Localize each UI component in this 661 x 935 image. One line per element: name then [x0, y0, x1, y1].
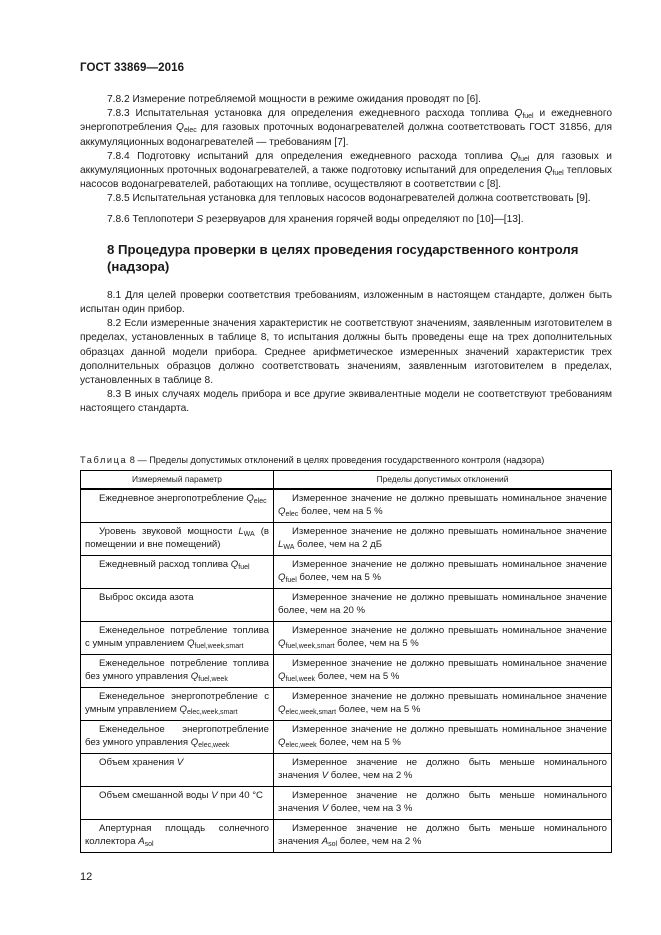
parameter-cell: Еженедельное энергопотребление без умного управления $Q_{elec,week}$ [81, 721, 274, 754]
limit-cell: Измеренное значение не должно превышать номинальное значение $Q_{elec,week}$ более, чем на 5 % [274, 721, 612, 754]
parameter-cell: Апертурная площадь солнечного коллектора $A_{sol}$ [81, 820, 274, 853]
paragraph-7-8-6: 7.8.6 Теплопотери S резервуаров для хранения горячей воды определяют по [10]—[13]. [107, 213, 524, 225]
table-row [81, 556, 612, 589]
column-header-parameter: Измеряемый параметр [81, 471, 274, 490]
section-8-title: 8 Процедура проверки в целях проведения государственного контроля (надзора) [107, 241, 579, 275]
table-row [81, 787, 612, 820]
column-header-limits: Пределы допустимых отклонений [274, 471, 612, 490]
limit-cell: Измеренное значение не должно превышать номинальное значение $Q_{fuel}$ более, чем на 5 % [274, 556, 612, 589]
parameter-cell: Выброс оксида азота [81, 589, 274, 622]
body-text [80, 93, 612, 417]
parameter-cell: Ежедневное энергопотребление $Q_{elec}$ [81, 489, 274, 523]
paragraph-7-8-3: 7.8.3 Испытательная установка для определения ежедневного расхода топлива $Q_{fuel}$ и ежедневного энергопотребления $Q_{elec}$ для газовых проточных водонагревателей должна соответствовать ГОСТ 31856, для аккумуляционных водонагревателей — требованиям [7]. [80, 108, 612, 148]
table-row [81, 820, 612, 853]
table-row [81, 489, 612, 523]
limit-cell: Измеренное значение не должно превышать номинальное значение более, чем на 20 % [274, 589, 612, 622]
paragraph-7-8-4: 7.8.4 Подготовку испытаний для определения ежедневного расхода топлива $Q_{fuel}$ для газовых и аккумуляционных проточных водонагревателей, а также подготовку испытаний для определения $Q_{fuel}$ тепловых насосов водонагревателей, работающих на топливе, осуществляют в соответствии с [8]. [80, 150, 612, 191]
limit-cell: Измеренное значение не должно превышать номинальное значение $Q_{fuel,week}$ более, чем на 5 % [274, 655, 612, 688]
limit-cell: Измеренное значение не должно превышать номинальное значение $Q_{elec}$ более, чем на 5 % [274, 489, 612, 523]
parameter-cell: Ежедневный расход топлива $Q_{fuel}$ [81, 556, 274, 589]
table-row [81, 523, 612, 556]
parameter-cell: Уровень звуковой мощности $L_{WA}$ (в помещении и вне помещений) [81, 523, 274, 556]
paragraph-8-2: 8.2 Если измеренные значения характеристик не соответствуют значениям, заявленным изготовителем в пределах, установленных в таблице 8, то испытания должны быть проведены еще на трех дополнительных образцах данной модели прибора. Среднее арифметическое измеренных значений характеристик трех дополнительных образцов должно соответствовать значениям, заявленным изготовителем в пределах, установленных в таблице 8. [80, 318, 612, 387]
deviation-limits-table [80, 470, 612, 853]
table-row [81, 589, 612, 622]
table-row [81, 721, 612, 754]
page-number: 12 [80, 871, 93, 883]
limit-cell: Измеренное значение не должно превышать номинальное значение $Q_{elec,week,smart}$ более, чем на 5 % [274, 688, 612, 721]
paragraph-8-3: 8.3 В иных случаях модель прибора и все другие эквивалентные модели не соответствуют требованиям настоящего стандарта. [80, 389, 612, 415]
table-header-row [81, 471, 612, 490]
table-row [81, 655, 612, 688]
page-header-standard: ГОСТ 33869—2016 [80, 62, 185, 74]
limit-cell: Измеренное значение не должно быть меньше номинального значения V более, чем на 3 % [274, 787, 612, 820]
table-row [81, 688, 612, 721]
parameter-cell: Еженедельное энергопотребление с умным управлением $Q_{elec,week,smart}$ [81, 688, 274, 721]
limit-cell: Измеренное значение не должно превышать номинальное значение $L_{WA}$ более, чем на 2 дБ [274, 523, 612, 556]
parameter-cell: Еженедельное потребление топлива с умным управлением $Q_{fuel,week,smart}$ [81, 622, 274, 655]
table-body [81, 489, 612, 853]
table-row [81, 622, 612, 655]
table-row [81, 754, 612, 787]
paragraph-7-8-2: 7.8.2 Измерение потребляемой мощности в режиме ожидания проводят по [6]. [107, 94, 481, 105]
limit-cell: Измеренное значение не должно быть меньше номинального значения $A_{sol}$ более, чем на 2 % [274, 820, 612, 853]
limit-cell: Измеренное значение не должно быть меньше номинального значения V более, чем на 2 % [274, 754, 612, 787]
paragraph-8-1: 8.1 Для целей проверки соответствия требованиям, изложенным в настоящем стандарте, должен быть испытан один прибор. [80, 289, 612, 316]
parameter-cell: Еженедельное потребление топлива без умного управления $Q_{fuel,week}$ [81, 655, 274, 688]
table-caption: Таблица 8 — Пределы допустимых отклонений в целях проведения государственного контроля (надзора) [80, 455, 545, 465]
parameter-cell: Объем смешанной воды V при 40 °C [81, 787, 274, 820]
parameter-cell: Объем хранения V [81, 754, 274, 787]
paragraph-7-8-5: 7.8.5 Испытательная установка для тепловых насосов водонагревателей должна соответствовать [9]. [107, 193, 591, 205]
limit-cell: Измеренное значение не должно превышать номинальное значение $Q_{fuel,week,smart}$ более, чем на 5 % [274, 622, 612, 655]
